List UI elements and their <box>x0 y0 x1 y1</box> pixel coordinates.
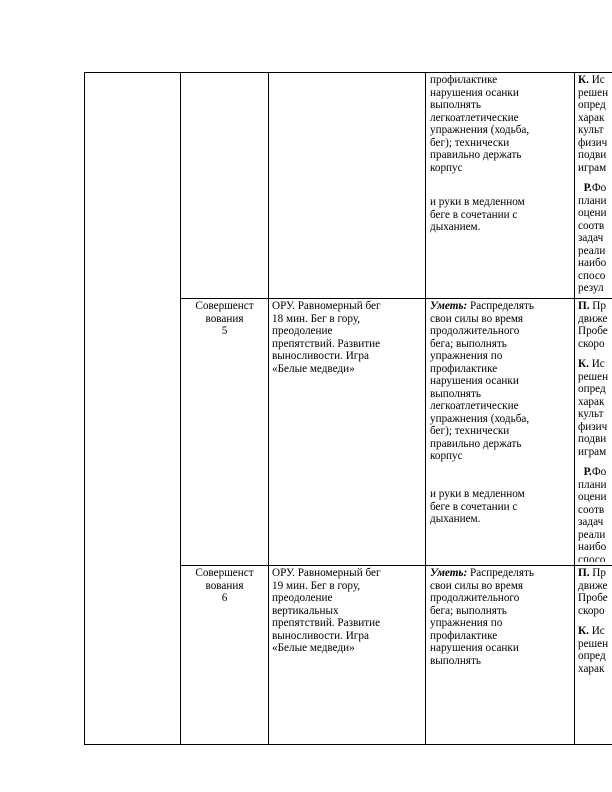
uud-line: опред <box>578 99 606 111</box>
uud-line: опред <box>578 383 606 395</box>
skills-cell-text: Уметь: Распределять свои силы во время продолжительного бега; выполнять упражнения по профилактике нарушения осанки выполнять <box>430 567 534 667</box>
uud-line: реали <box>578 244 606 257</box>
uud-item: Р.Фо <box>583 466 607 478</box>
uud-line: реали <box>578 528 606 541</box>
column-divider <box>180 72 181 745</box>
uud-line: плани <box>578 478 607 491</box>
column-divider <box>268 72 269 745</box>
lesson-content-cell: ОРУ. Равномерный бег 18 мин. Бег в гору, преодоление препятствий. Развитие выносливости. Игра «Белые медведи» <box>272 300 381 375</box>
uud-line: Пробе <box>578 325 608 337</box>
uud-line: наибо <box>578 257 607 269</box>
uud-line: Пробе <box>578 592 608 604</box>
lesson-type-cell: Совершенст вования 5 <box>195 300 254 337</box>
row-divider <box>180 298 612 299</box>
uud-line: физич <box>578 136 608 149</box>
uud-line: опред <box>578 650 606 662</box>
uud-item: К. Ис <box>578 74 605 86</box>
column-divider <box>84 72 85 745</box>
lesson-type-cell: Совершенст вования 6 <box>195 567 254 604</box>
uud-line: решен <box>578 370 609 383</box>
uud-line: соотв <box>578 503 605 516</box>
uud-line: плани <box>578 194 607 207</box>
skills-cell-text: Уметь: Распределять свои силы во время продолжительного бега; выполнять упражнения по профилактике нарушения осанки выполнять легкоатлетические упражнения (ходьба, бег); технически правильно держать корпус <box>430 300 534 462</box>
column-divider <box>425 72 426 745</box>
uud-line: харак <box>578 662 605 675</box>
uud-line: культ <box>578 408 604 420</box>
uud-item: К. Ис <box>578 358 605 370</box>
uud-line: играм <box>578 161 607 174</box>
uud-line: наибо <box>578 541 607 553</box>
uud-line: харак <box>578 395 605 408</box>
uud-line: спосо <box>578 269 606 282</box>
uud-line: харак <box>578 111 605 124</box>
uud-line: движе <box>578 579 608 592</box>
uud-cell <box>578 300 612 562</box>
column-divider <box>574 72 575 745</box>
skills-cell-text: профилактике нарушения осанки выполнять легкоатлетические упражнения (ходьба, бег); технически правильно держать корпус <box>430 74 530 174</box>
skills-cell-text: и руки в медленном беге в сочетании с дыханием. <box>430 196 525 233</box>
uud-line: подви <box>578 433 607 445</box>
uud-line: оцени <box>578 491 607 503</box>
table-bottom-border <box>84 744 612 745</box>
uud-line: спосо <box>578 553 606 562</box>
uud-line: скоро <box>578 604 605 617</box>
uud-line: играм <box>578 445 607 458</box>
uud-cell <box>578 567 612 743</box>
skills-cell-text: и руки в медленном беге в сочетании с дыханием. <box>430 488 525 525</box>
uud-item: П. Пр <box>578 567 606 579</box>
uud-line: задач <box>578 516 604 528</box>
uud-line: движе <box>578 312 608 325</box>
uud-line: культ <box>578 124 604 136</box>
uud-item: Р.Фо <box>583 182 607 194</box>
table-top-border <box>84 72 612 73</box>
uud-line: задач <box>578 232 604 244</box>
uud-line: решен <box>578 637 609 650</box>
uud-line: оцени <box>578 207 607 219</box>
uud-line: резул <box>578 282 604 294</box>
uud-line: подви <box>578 149 607 161</box>
uud-item: П. Пр <box>578 300 606 312</box>
row-divider <box>180 565 612 566</box>
uud-line: решен <box>578 86 609 99</box>
uud-item: К. Ис <box>578 625 605 637</box>
uud-line: соотв <box>578 219 605 232</box>
uud-cell <box>578 74 612 294</box>
uud-line: скоро <box>578 337 605 350</box>
uud-line: физич <box>578 420 608 433</box>
lesson-content-cell: ОРУ. Равномерный бег 19 мин. Бег в гору, преодоление вертикальных препятствий. Развитие выносливости. Игра «Белые медведи» <box>272 567 381 654</box>
